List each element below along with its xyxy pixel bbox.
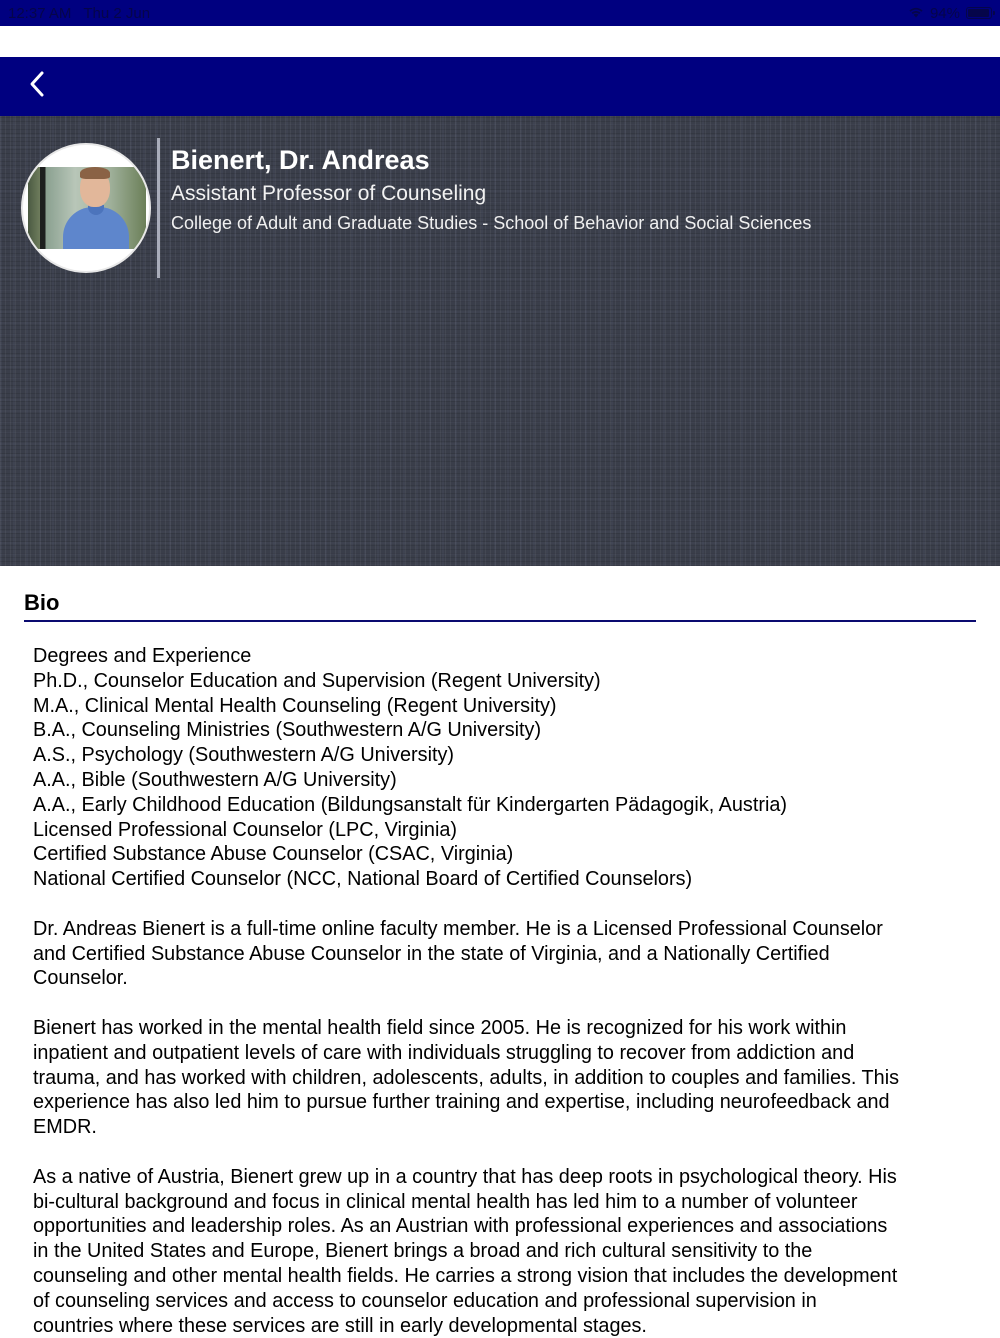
bio-line: Counselor. — [33, 967, 128, 990]
degree-item: Ph.D., Counselor Education and Supervision (Regent University) — [33, 669, 601, 692]
battery-fill — [968, 9, 989, 17]
header-divider — [157, 138, 160, 278]
status-time: 12:37 AM — [8, 4, 72, 22]
status-indicators — [908, 5, 992, 22]
degree-item: M.A., Clinical Mental Health Counseling (Regent University) — [33, 694, 557, 717]
wifi-icon — [908, 5, 924, 22]
bio-line: countries where these services are still in early developmental stages. — [33, 1314, 647, 1337]
bio-line: bi-cultural background and focus in clinical mental health has led him to a number of volunteer — [33, 1190, 858, 1213]
photo-hair — [80, 167, 110, 179]
degree-item: Certified Substance Abuse Counselor (CSAC, Virginia) — [33, 843, 514, 866]
battery-icon — [966, 7, 992, 19]
degree-item: A.A., Early Childhood Education (Bildungsanstalt für Kindergarten Pädagogik, Austria) — [33, 793, 787, 816]
chevron-left-icon — [28, 70, 46, 103]
bio-line: trauma, and has worked with children, adolescents, adults, in addition to couples and families. This — [33, 1066, 900, 1089]
bio-line: of counseling services and access to counselor education and professional supervision in — [33, 1289, 817, 1312]
bio-line: and Certified Substance Abuse Counselor in the state of Virginia, and a Nationally Certified — [33, 942, 830, 965]
profile-photo — [28, 167, 146, 249]
bio-line: Dr. Andreas Bienert is a full-time online faculty member. He is a Licensed Professional Counselor — [33, 917, 883, 940]
bio-paragraph — [33, 917, 976, 991]
status-date: Thu 2 Jun — [83, 4, 151, 22]
degree-item: A.S., Psychology (Southwestern A/G University) — [33, 744, 455, 767]
profile-info — [171, 144, 811, 236]
degree-item: National Certified Counselor (NCC, National Board of Certified Counselors) — [33, 868, 693, 891]
bio-line: EMDR. — [33, 1116, 97, 1139]
navigation-bar — [0, 57, 1000, 116]
toolbar-spacer — [0, 26, 1000, 57]
bio-heading: Bio — [24, 588, 976, 622]
status-bar — [0, 0, 1000, 26]
degree-item: Licensed Professional Counselor (LPC, Virginia) — [33, 818, 458, 841]
bio-content — [24, 644, 976, 1338]
battery-percent: 94% — [929, 4, 960, 22]
degree-item: A.A., Bible (Southwestern A/G University) — [33, 768, 397, 791]
degrees-heading: Degrees and Experience — [33, 645, 252, 667]
bio-line: Bienert has worked in the mental health field since 2005. He is recognized for his work within — [33, 1016, 847, 1039]
bio-line: opportunities and leadership roles. As an Austrian with professional experiences and associations — [33, 1215, 888, 1238]
bio-line: in the United States and Europe, Bienert brings a broad and rich cultural sensitivity to the — [33, 1240, 813, 1263]
profile-header — [0, 116, 1000, 566]
degree-item: B.A., Counseling Ministries (Southwestern A/G University) — [33, 719, 542, 742]
bio-line: counseling and other mental health fields. He carries a strong vision that includes the development — [33, 1264, 898, 1287]
back-button[interactable] — [20, 69, 54, 103]
avatar — [21, 143, 151, 273]
bio-paragraph — [33, 1016, 976, 1140]
profile-title: Assistant Professor of Counseling — [171, 182, 487, 205]
profile-department: College of Adult and Graduate Studies - School of Behavior and Social Sciences — [171, 213, 812, 233]
bio-paragraph — [33, 1165, 976, 1338]
bio-line: experience has also led him to pursue further training and expertise, including neurofeedback and — [33, 1091, 890, 1114]
bio-section — [24, 588, 976, 1338]
profile-name: Bienert, Dr. Andreas — [171, 145, 430, 175]
bio-line: As a native of Austria, Bienert grew up in a country that has deep roots in psychological theory. His — [33, 1165, 897, 1188]
bio-line: inpatient and outpatient levels of care with individuals struggling to recover from addiction and — [33, 1041, 855, 1064]
